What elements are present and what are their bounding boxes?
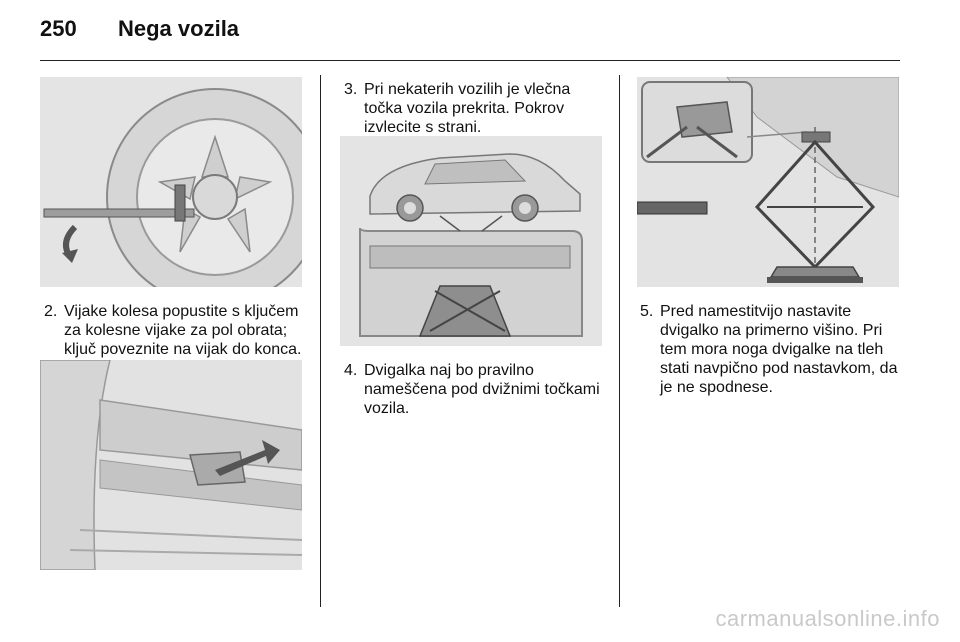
wheel-wrench-illustration [40,77,302,287]
column-divider-left [320,75,321,607]
step-text: Pred namestitvijo nastavite dvigalko na primerno višino. Pri tem mora noga dvigalke na tleh stati navpično pod nastavkom, da je ne spodnese. [660,303,898,396]
step-number: 5. [640,303,654,320]
step-text: Pri nekaterih vozilih je vlečna točka vozila prekrita. Pokrov izvlecite s strani. [364,81,571,136]
scissor-jack-illustration [637,77,899,287]
header-divider [40,60,900,61]
step-number: 4. [344,362,358,379]
page-header [40,16,239,46]
step-3 [344,80,606,137]
step-5 [640,302,905,397]
step-text: Vijake kolesa popustite s ključem za kolesne vijake za pol obrata; ključ poveznite na vijak do konca. [64,303,302,358]
step-number: 2. [44,303,58,320]
sill-cover-illustration [40,360,302,570]
step-4 [344,361,606,418]
step-text: Dvigalka naj bo pravilno nameščena pod dvižnimi točkami vozila. [364,362,600,417]
step-2 [44,302,306,359]
car-jack-point-illustration [340,136,602,346]
step-number: 3. [344,81,358,98]
page-number: 250 [40,16,77,41]
page-title: Nega vozila [118,16,240,41]
column-divider-right [619,75,620,607]
watermark: carmanualsonline.info [715,606,940,631]
